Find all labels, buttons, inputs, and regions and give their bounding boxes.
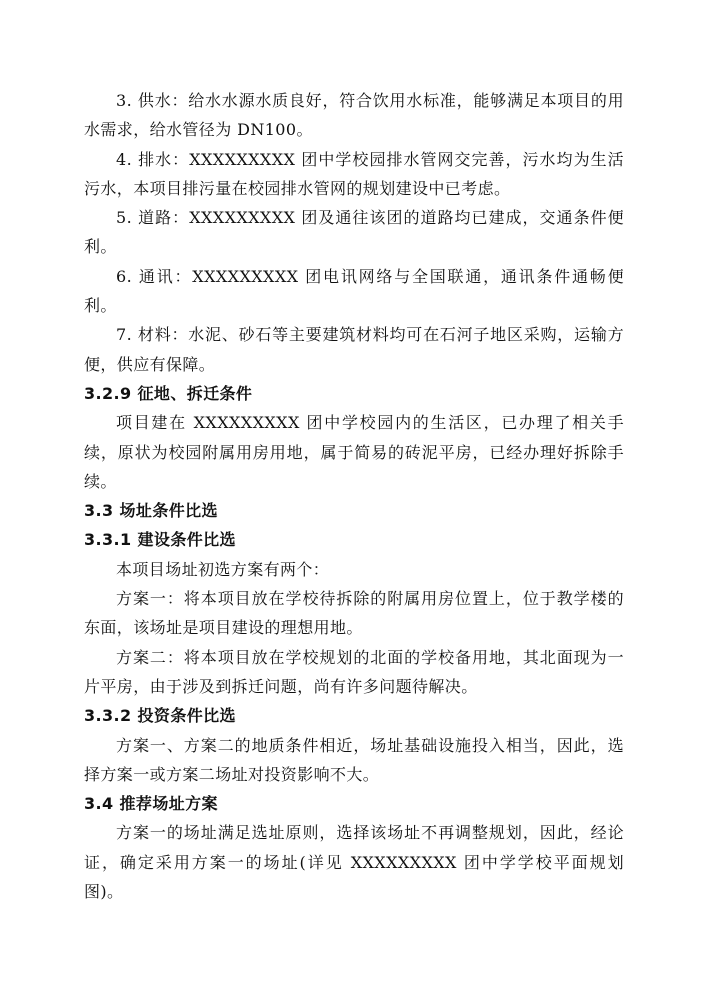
para-option-one: 方案一：将本项目放在学校待拆除的附属用房位置上，位于教学楼的东面，该场址是项目建设的理想用地。 <box>84 589 624 638</box>
para-initial-options: 本项目场址初选方案有两个： <box>116 559 330 579</box>
item-roads: 5. 道路：XXXXXXXXX 团及通往该团的道路均已建成，交通条件便利。 <box>84 208 624 257</box>
para-investment: 方案一、方案二的地质条件相近，场址基础设施投入相当，因此，选择方案一或方案二场址对投资影响不大。 <box>84 735 624 784</box>
heading-3-4: 3.4 推荐场址方案 <box>84 794 218 814</box>
document-body <box>84 86 624 906</box>
heading-3-2-9: 3.2.9 征地、拆迁条件 <box>84 383 253 403</box>
heading-3-3-1: 3.3.1 建设条件比选 <box>84 530 236 550</box>
para-land-acquisition: 项目建在 XXXXXXXXX 团中学校园内的生活区，已办理了相关手续，原状为校园附属用房用地，属于简易的砖泥平房，已经办理好拆除手续。 <box>84 413 624 491</box>
item-water-supply: 3. 供水：给水水源水质良好，符合饮用水标准，能够满足本项目的用水需求，给水管径为 DN100。 <box>84 91 624 140</box>
para-recommendation: 方案一的场址满足选址原则，选择该场址不再调整规划，因此，经论证，确定采用方案一的场址(详见 XXXXXXXXX 团中学学校平面规划图)。 <box>84 823 624 902</box>
heading-3-3: 3.3 场址条件比选 <box>84 501 218 521</box>
item-materials: 7. 材料：水泥、砂石等主要建筑材料均可在石河子地区采购，运输方便，供应有保障。 <box>84 325 624 374</box>
heading-3-3-2: 3.3.2 投资条件比选 <box>84 706 236 726</box>
item-drainage: 4. 排水：XXXXXXXXX 团中学校园排水管网交完善，污水均为生活污水，本项目排污量在校园排水管网的规划建设中已考虑。 <box>84 149 624 198</box>
para-option-two: 方案二：将本项目放在学校规划的北面的学校备用地，其北面现为一片平房，由于涉及到拆迁问题，尚有许多问题待解决。 <box>84 647 624 696</box>
item-telecom: 6. 通讯：XXXXXXXXX 团电讯网络与全国联通，通讯条件通畅便利。 <box>84 266 624 316</box>
